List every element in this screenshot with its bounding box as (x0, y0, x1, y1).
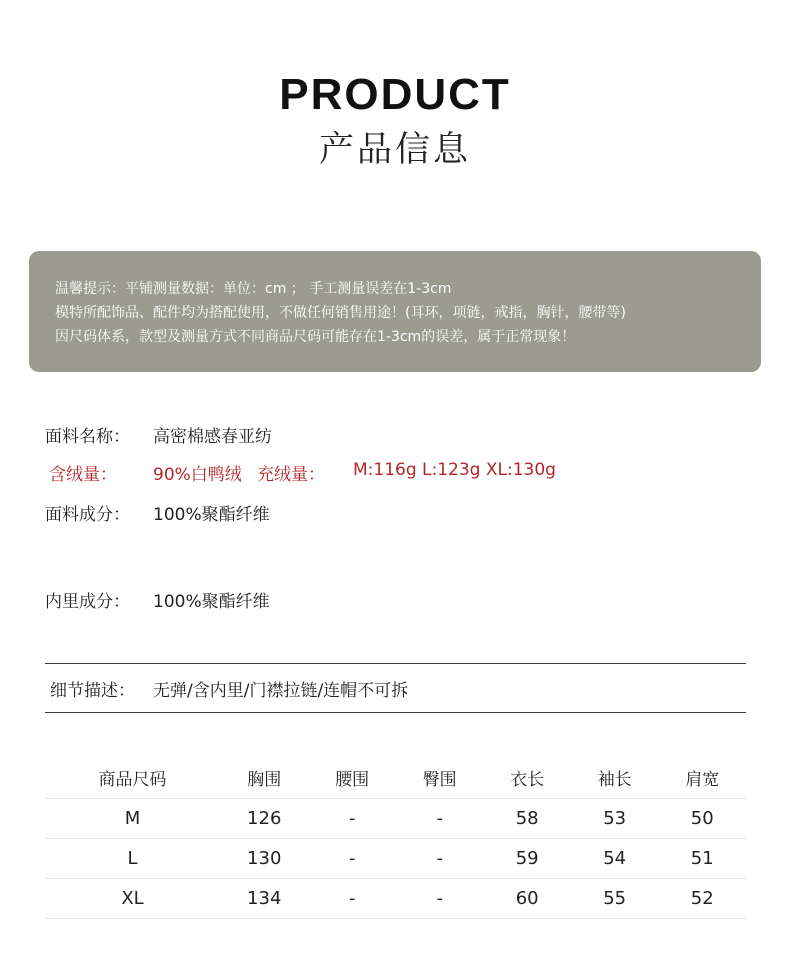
table-cell: - (308, 798, 396, 838)
header-length: 衣长 (483, 758, 571, 798)
divider-bottom (45, 712, 746, 713)
page-title-en: PRODUCT (279, 70, 511, 119)
table-cell: 51 (658, 838, 746, 878)
table-cell: - (396, 878, 484, 918)
down-content-label: 含绒量： (49, 465, 117, 485)
table-row (45, 878, 746, 918)
header-hip: 臀围 (396, 758, 484, 798)
fill-weight-value: M:116g L:123g XL:130g (353, 460, 556, 480)
table-cell: - (308, 838, 396, 878)
table-cell: 54 (571, 838, 659, 878)
table-cell: 134 (220, 878, 308, 918)
table-cell: 59 (483, 838, 571, 878)
table-cell: 130 (220, 838, 308, 878)
divider-top (45, 663, 746, 664)
header-waist: 腰围 (308, 758, 396, 798)
table-cell: - (308, 878, 396, 918)
notice-line: 因尺码体系，款型及测量方式不同商品尺码可能存在1-3cm的误差，属于正常现象！ (55, 329, 576, 345)
fabric-composition-label: 面料成分： (45, 505, 130, 525)
page-title-cn: 产品信息 (318, 130, 471, 170)
table-cell: - (396, 838, 484, 878)
table-cell: M (45, 798, 220, 838)
table-cell: 50 (658, 798, 746, 838)
lining-composition-value: 100%聚酯纤维 (153, 592, 270, 612)
details-label: 细节描述： (50, 681, 135, 701)
header-sleeve: 袖长 (571, 758, 659, 798)
table-cell: 52 (658, 878, 746, 918)
size-table-header (45, 758, 746, 798)
table-cell: 55 (571, 878, 659, 918)
header-shoulder: 肩宽 (658, 758, 746, 798)
fabric-name-label: 面料名称： (45, 427, 130, 447)
notice-box (29, 251, 761, 372)
table-cell: 53 (571, 798, 659, 838)
notice-line: 模特所配饰品、配件均为搭配使用，不做任何销售用途！(耳环，项链，戒指，胸针，腰带等) (55, 305, 626, 321)
notice-line: 温馨提示：平铺测量数据：单位：cm ； 手工测量误差在1-3cm (55, 281, 452, 297)
header-size: 商品尺码 (45, 758, 220, 798)
table-row (45, 838, 746, 878)
table-row (45, 798, 746, 838)
size-table (45, 758, 746, 919)
table-cell: - (396, 798, 484, 838)
table-cell: XL (45, 878, 220, 918)
table-cell: L (45, 838, 220, 878)
fabric-composition-value: 100%聚酯纤维 (153, 505, 270, 525)
table-cell: 126 (220, 798, 308, 838)
table-cell: 60 (483, 878, 571, 918)
lining-composition-label: 内里成分： (45, 592, 130, 612)
header-chest: 胸围 (220, 758, 308, 798)
fabric-name-value: 高密棉感春亚纺 (153, 427, 272, 447)
down-content-value: 90%白鸭绒 (153, 465, 242, 485)
fill-weight-label: 充绒量： (257, 465, 325, 485)
details-value: 无弹/含内里/门襟拉链/连帽不可拆 (153, 681, 409, 701)
table-cell: 58 (483, 798, 571, 838)
